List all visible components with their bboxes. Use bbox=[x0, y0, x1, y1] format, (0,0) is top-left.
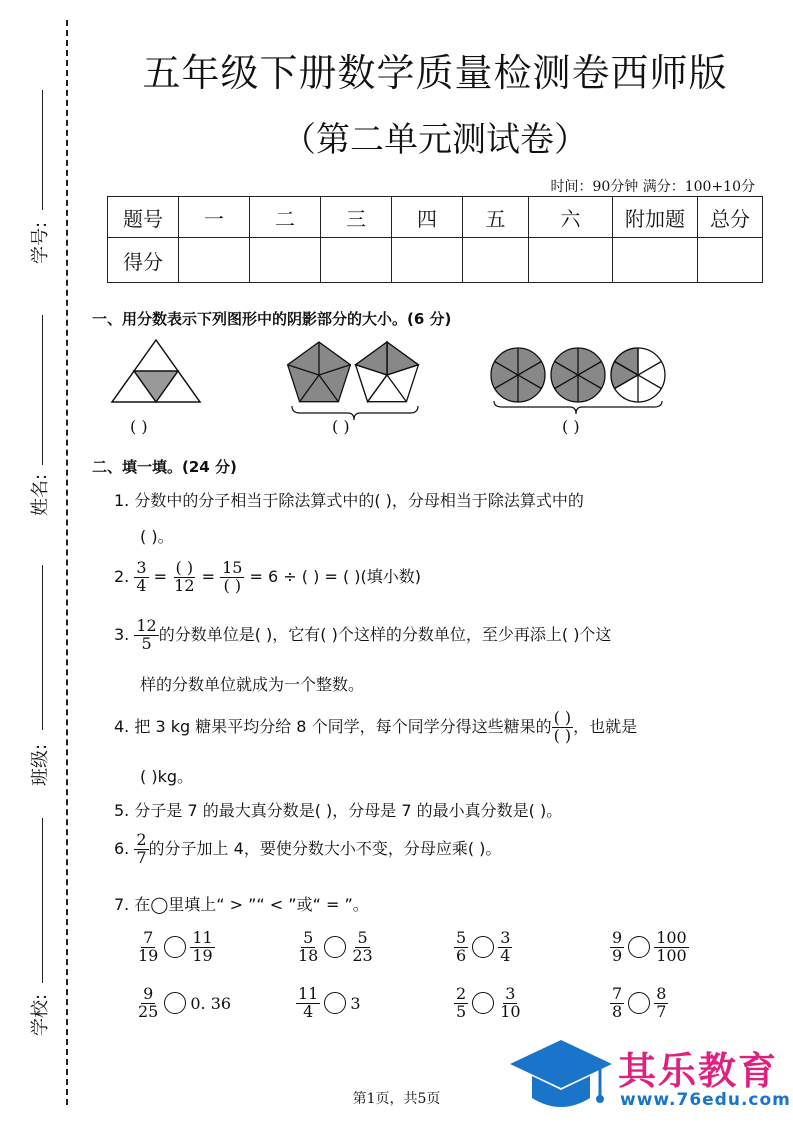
section-1-title: 一、用分数表示下列图形中的阴影部分的大小。(6 分) bbox=[92, 310, 452, 328]
fraction-blank[interactable] bbox=[552, 710, 574, 745]
brand-url[interactable]: www.76edu.com bbox=[620, 1090, 791, 1110]
score-cell[interactable] bbox=[529, 238, 613, 283]
name-label: 姓名: bbox=[30, 473, 52, 517]
denominator: 9 bbox=[612, 945, 623, 965]
equals-sign: = bbox=[201, 566, 215, 586]
fraction bbox=[136, 930, 160, 965]
denominator: 5 bbox=[456, 1001, 467, 1021]
school-label: 学校: bbox=[30, 993, 52, 1037]
question-1-line-2: ( )。 bbox=[140, 527, 174, 546]
fraction bbox=[134, 832, 148, 867]
fraction bbox=[190, 930, 214, 965]
compare-item bbox=[610, 986, 668, 1021]
brand-name: 其乐教育 bbox=[618, 1049, 779, 1093]
compare-value: 0. 36 bbox=[190, 993, 232, 1013]
name-line bbox=[42, 315, 43, 465]
question-3-line-2: 样的分数单位就成为一个整数。 bbox=[140, 675, 365, 694]
pentagons-figure bbox=[284, 340, 426, 422]
score-header-cell: 二 bbox=[250, 197, 321, 238]
answer-paren-1[interactable]: ( ) bbox=[130, 417, 148, 436]
section-2-title: 二、填一填。(24 分) bbox=[92, 458, 237, 476]
denominator: 25 bbox=[138, 1001, 159, 1021]
denominator: 19 bbox=[138, 945, 159, 965]
question-2 bbox=[114, 560, 421, 595]
question-2-tail: = 6 ÷ ( ) = ( )(填小数) bbox=[249, 566, 422, 586]
numerator: 12 bbox=[136, 616, 157, 635]
question-4-text: 4. 把 3 kg 糖果平均分给 8 个同学，每个同学分得这些糖果的 bbox=[114, 716, 552, 736]
compare-circle[interactable] bbox=[164, 936, 186, 958]
numerator: 9 bbox=[612, 928, 623, 947]
page-footer: 第1页，共5页 bbox=[352, 1091, 441, 1107]
denominator: 5 bbox=[141, 633, 152, 653]
score-header-cell: 五 bbox=[463, 197, 529, 238]
numerator: ( ) bbox=[175, 558, 194, 577]
fraction bbox=[350, 930, 374, 965]
denominator: 10 bbox=[500, 1001, 521, 1021]
compare-item bbox=[296, 986, 361, 1021]
score-header-cell: 三 bbox=[321, 197, 392, 238]
compare-item bbox=[296, 930, 375, 965]
graduation-cap-icon bbox=[508, 1036, 614, 1114]
question-3-text: 的分数单位是( )，它有( )个这样的分数单位，至少再添上( )个这 bbox=[158, 624, 612, 644]
fraction bbox=[610, 986, 624, 1021]
answer-paren-3[interactable]: ( ) bbox=[562, 417, 580, 436]
question-6 bbox=[114, 832, 501, 867]
denominator: 6 bbox=[456, 945, 467, 965]
fraction bbox=[498, 986, 522, 1021]
fraction bbox=[134, 618, 158, 653]
student-id-label: 学号: bbox=[30, 221, 52, 265]
denominator: 4 bbox=[500, 945, 511, 965]
score-cell[interactable] bbox=[179, 238, 250, 283]
score-table-header-row bbox=[108, 197, 763, 238]
denominator: 7 bbox=[136, 847, 147, 867]
student-id-line bbox=[42, 90, 43, 210]
fraction bbox=[454, 930, 468, 965]
class-line bbox=[42, 565, 43, 730]
score-header-cell: 总分 bbox=[698, 197, 763, 238]
compare-circle[interactable] bbox=[628, 936, 650, 958]
score-row-label: 得分 bbox=[108, 238, 179, 283]
score-header-cell: 六 bbox=[529, 197, 613, 238]
denominator: 18 bbox=[298, 945, 319, 965]
denominator: ( ) bbox=[553, 725, 572, 745]
numerator: 2 bbox=[136, 830, 147, 849]
score-cell[interactable] bbox=[463, 238, 529, 283]
score-cell[interactable] bbox=[250, 238, 321, 283]
compare-circle[interactable] bbox=[164, 992, 186, 1014]
score-cell[interactable] bbox=[321, 238, 392, 283]
denominator: 7 bbox=[656, 1001, 667, 1021]
numerator: ( ) bbox=[553, 708, 572, 727]
numerator: 3 bbox=[500, 928, 511, 947]
question-number: 3. bbox=[114, 624, 130, 644]
compare-item bbox=[454, 930, 512, 965]
circles-figure bbox=[490, 345, 670, 415]
numerator: 5 bbox=[303, 928, 314, 947]
numerator: 3 bbox=[136, 558, 147, 577]
answer-paren-2[interactable]: ( ) bbox=[332, 417, 350, 436]
numerator: 8 bbox=[656, 984, 667, 1003]
fraction-blank[interactable] bbox=[220, 560, 244, 595]
denominator: 8 bbox=[612, 1001, 623, 1021]
school-line bbox=[42, 818, 43, 983]
compare-item bbox=[454, 986, 523, 1021]
score-table-score-row bbox=[108, 238, 763, 283]
compare-item bbox=[136, 930, 215, 965]
fraction-blank[interactable] bbox=[172, 560, 196, 595]
denominator: 23 bbox=[352, 945, 373, 965]
denominator: 4 bbox=[136, 575, 147, 595]
question-5: 5. 分子是 7 的最大真分数是( )，分母是 7 的最小真分数是( )。 bbox=[114, 801, 563, 820]
fraction bbox=[498, 930, 512, 965]
score-cell[interactable] bbox=[613, 238, 698, 283]
question-4 bbox=[114, 710, 637, 745]
score-cell[interactable] bbox=[392, 238, 463, 283]
question-number: 2. bbox=[114, 566, 130, 586]
question-number: 6. bbox=[114, 838, 130, 858]
score-header-cell: 一 bbox=[179, 197, 250, 238]
numerator: 11 bbox=[298, 984, 319, 1003]
numerator: 7 bbox=[612, 984, 623, 1003]
denominator: 12 bbox=[174, 575, 195, 595]
question-6-text: 的分子加上 4，要使分数大小不变，分母应乘( )。 bbox=[148, 838, 502, 858]
question-4-tail: ，也就是 bbox=[573, 716, 638, 736]
page-title: 五年级下册数学质量检测卷西师版 bbox=[142, 51, 728, 95]
numerator: 2 bbox=[456, 984, 467, 1003]
triangle-figure bbox=[110, 338, 202, 406]
question-7: 7. 在◯里填上“ > ”“ < ”或“ = ”。 bbox=[114, 895, 369, 914]
score-cell[interactable] bbox=[698, 238, 763, 283]
fraction bbox=[654, 986, 668, 1021]
denominator: 100 bbox=[656, 945, 687, 965]
numerator: 5 bbox=[357, 928, 368, 947]
numerator: 15 bbox=[222, 558, 243, 577]
fraction bbox=[136, 986, 160, 1021]
compare-circle[interactable] bbox=[324, 992, 346, 1014]
score-header-cell: 四 bbox=[392, 197, 463, 238]
binding-dashed-line bbox=[66, 20, 68, 1105]
numerator: 5 bbox=[456, 928, 467, 947]
fraction bbox=[296, 986, 320, 1021]
denominator: 4 bbox=[303, 1001, 314, 1021]
compare-circle[interactable] bbox=[628, 992, 650, 1014]
fraction bbox=[654, 930, 689, 965]
numerator: 100 bbox=[656, 928, 687, 947]
numerator: 7 bbox=[143, 928, 154, 947]
fraction bbox=[134, 560, 148, 595]
question-1-line-1: 1. 分数中的分子相当于除法算式中的( )，分母相当于除法算式中的 bbox=[114, 491, 584, 510]
score-table bbox=[107, 196, 763, 283]
compare-item bbox=[610, 930, 689, 965]
compare-circle[interactable] bbox=[324, 936, 346, 958]
score-header-cell: 附加题 bbox=[613, 197, 698, 238]
numerator: 9 bbox=[143, 984, 154, 1003]
compare-item bbox=[136, 986, 231, 1021]
class-label: 班级: bbox=[30, 743, 52, 787]
fraction bbox=[454, 986, 468, 1021]
score-header-cell: 题号 bbox=[108, 197, 179, 238]
fraction bbox=[610, 930, 624, 965]
compare-circle[interactable] bbox=[472, 936, 494, 958]
equals-sign: = bbox=[153, 566, 168, 586]
fraction bbox=[296, 930, 320, 965]
compare-value: 3 bbox=[350, 993, 361, 1013]
denominator: 19 bbox=[192, 945, 213, 965]
compare-circle[interactable] bbox=[472, 992, 494, 1014]
numerator: 11 bbox=[192, 928, 213, 947]
numerator: 3 bbox=[505, 984, 516, 1003]
question-4-line-2: ( )kg。 bbox=[140, 767, 193, 786]
denominator: ( ) bbox=[223, 575, 242, 595]
question-3 bbox=[114, 618, 611, 653]
time-info: 时间：90分钟 满分：100+10分 bbox=[550, 179, 755, 195]
page-subtitle: （第二单元测试卷） bbox=[282, 120, 588, 160]
